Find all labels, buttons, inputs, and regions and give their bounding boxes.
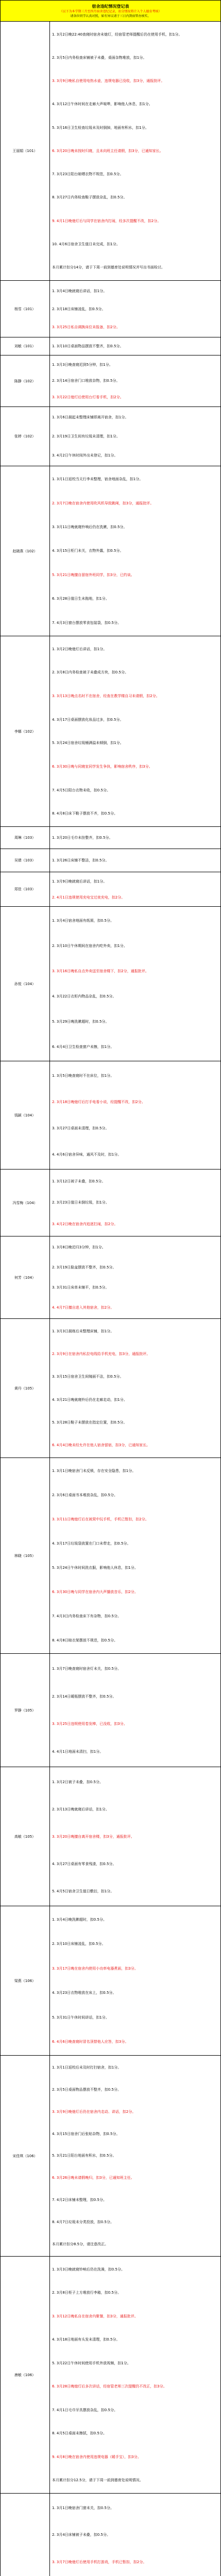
- record-details: [50, 2494, 220, 2576]
- record-item: 9. 4月1日晚熄灯后与同学在宿舍内打闹，经多次提醒不改，扣2分。: [52, 218, 161, 223]
- record-item: 7. 4月2日床铺未整理，扣0.5分。: [52, 2197, 107, 2202]
- record-item: 8. 4月8日床下鞋子摆放不齐，扣0.5分。: [52, 811, 117, 816]
- record-item: 3. 3月17日晚在宿舍内使用小功率电器煮面，扣3分。: [52, 1966, 138, 1971]
- record-item: 3. 3月31日床单未铺平，扣0.5分。: [52, 1285, 109, 1290]
- record-item: 7. 4月3日内务检查床下有杂物，扣0.5分。: [52, 1614, 121, 1618]
- student-name: 高敏（105）: [1, 1767, 50, 1906]
- record-row: [0, 2257, 221, 2494]
- record-item: 1. 3月3日晚就寝铃响后仍在洗澡，扣0.5分。: [52, 2267, 125, 2272]
- student-name: 宋佳琪（106）: [1, 2056, 50, 2256]
- record-item: 2. 3月14日宿舍门口堆放杂物，扣0.5分。: [52, 379, 120, 383]
- record-item: 6. 3月26日晚未请假晚归，扣3分，已通知班主任。: [52, 2176, 134, 2180]
- record-details: [50, 1236, 220, 1318]
- record-row: [0, 466, 221, 636]
- student-name: 何芳（104）: [1, 1236, 50, 1318]
- record-row: [0, 1319, 221, 1458]
- student-name: 郑佳（103）: [1, 872, 50, 906]
- record-item: 2. 3月5日桌面物品摆放不整齐，扣0.5分。: [52, 2088, 121, 2092]
- student-name: 梁燕（106）: [1, 1906, 50, 2055]
- student-name: 吴倩（103）: [1, 849, 50, 872]
- records-table: [0, 22, 221, 2576]
- student-name: 罗静（105）: [1, 1654, 50, 1767]
- record-row: [0, 872, 221, 907]
- record-item: 2. 3月19日卫生间有垃圾未清理，扣1分。: [52, 434, 120, 438]
- record-row: [0, 1654, 221, 1767]
- record-details: [50, 1170, 220, 1236]
- record-item: 5. 3月24日宿舍垃圾桶满溢未倾倒，扣1分。: [52, 741, 124, 745]
- student-name: 王丽娟（101）: [1, 22, 50, 280]
- record-row: [0, 355, 221, 407]
- record-details: [50, 636, 220, 826]
- record-item: 4. 3月12日午休时间在走廊大声喧哗，影响他人休息，扣1分。: [52, 102, 152, 107]
- record-item: 1. 3月20日毛巾未挂整齐，扣0.5分。: [52, 836, 113, 840]
- record-item: 4. 3月17日桌面摆放化妆品过多，扣0.5分。: [52, 717, 124, 722]
- record-details: [50, 466, 220, 636]
- record-details: [50, 355, 220, 406]
- record-item: 7. 3月23日阳台晾晒衣物不规范，扣0.5分。: [52, 172, 124, 177]
- record-row: [0, 1236, 221, 1319]
- record-row: [0, 1767, 221, 1906]
- record-item: 2. 3月23日值日未倒垃圾，扣1分。: [52, 1200, 109, 1205]
- record-item: 6. 3月28日晚熄灯后多次讲话，经宿管老师三次提醒仍不改正，扣3分。: [52, 2384, 167, 2389]
- record-details: [50, 1906, 220, 2055]
- record-item: 3. 3月27日桌面未清理，扣0.5分。: [52, 1126, 109, 1131]
- record-item: 5. 3月29日晚洗漱超时，扣0.5分。: [52, 1020, 109, 1024]
- sheet-header: [0, 0, 221, 22]
- record-row: [0, 907, 221, 1061]
- record-item: 2. 3月19日脸盆摆放不整齐，扣0.5分。: [52, 1265, 116, 1270]
- record-row: [0, 1061, 221, 1170]
- student-name: 赵晓燕（102）: [1, 466, 50, 636]
- record-item: 9. 4月8日晚在宿舍内使用违规电器（暖手宝），扣3分。: [52, 2454, 141, 2459]
- record-details: [50, 281, 220, 337]
- record-item: 3. 3月25日违规使用卷发棒，已没收，扣3分。: [52, 1722, 127, 1726]
- record-item: 1. 3月1日晚宿舍门窗未关，扣0.5分。: [52, 2506, 114, 2511]
- header-note: 请各位同学认真对照，如有异议请于三日内到宿管办核实。: [70, 14, 151, 18]
- record-row: [0, 2056, 221, 2257]
- record-details: [50, 2257, 220, 2493]
- record-item: 5. 3月24日午休时间洗衣服，影响他人休息，扣1分。: [52, 1565, 138, 1570]
- record-item: 6. 3月20日晚未按时归寝，且未向班主任请假，扣3分，已通知家长。: [52, 148, 163, 153]
- record-item: 3. 4月2日晚在宿舍内追逐打闹，扣2分。: [52, 1222, 118, 1227]
- record-item: 6. 3月30日晚与同学在宿舍内大声播放音乐，扣2分。: [52, 1589, 138, 1594]
- record-item: 6. 4月4日晚未经允许在他人宿舍留宿，扣3分，已通知家长。: [52, 1443, 150, 1447]
- record-item: 3. 3月16日晚私自点外卖送至宿舍楼下，扣2分，通报批评。: [52, 969, 149, 973]
- student-name: 张婷（102）: [1, 407, 50, 466]
- header-title: 宿舍违纪情况登记表: [92, 4, 129, 9]
- record-item: 2. 3月8日柜子上方堆放行李箱，扣0.5分。: [52, 2291, 121, 2295]
- record-item: 1. 3月4日晚洗漱超时，扣0.5分。: [52, 1917, 107, 1922]
- record-item: 5. 3月21日阳台地面有积水，扣0.5分。: [52, 2154, 116, 2158]
- record-details: [50, 1061, 220, 1169]
- record-item: 1. 3月9日晚就寝后讲话，扣1分。: [52, 879, 107, 884]
- record-details: [50, 872, 220, 906]
- record-details: [50, 337, 220, 355]
- record-item: 8. 4月5日桌面未擦拭，扣0.5分。: [52, 2431, 107, 2436]
- record-item: 7. 4月5日阳台衣物未收，扣0.5分。: [52, 788, 110, 792]
- record-item: 2. 3月4日床铺被子未叠，扣0.5分。: [52, 2533, 110, 2537]
- record-details: [50, 849, 220, 872]
- student-name: 林晓（105）: [1, 1458, 50, 1653]
- record-item: 6. 3月30日晚与同寝室同学发生争执，影响宿舍秩序，扣3分。: [52, 764, 152, 769]
- record-item: 3. 3月11日晚熄灯后在被窝中玩手机，手机已暂扣，扣2分。: [52, 1517, 149, 1522]
- record-item: 4. 4月6日宿舍异味，通风不及时，扣1分。: [52, 1153, 122, 1157]
- record-item: 2. 3月18日床铺凌乱，扣0.5分。: [52, 307, 106, 311]
- record-item: 1. 3月4日晚就寝后讲话，扣1分。: [52, 289, 107, 293]
- record-item: 4. 3月15日宿舍门后张贴杂物，扣0.5分。: [52, 2131, 120, 2136]
- record-item: 2. 3月8日内务检查被子未叠成方块，扣0.5分。: [52, 670, 128, 675]
- record-details: [50, 1654, 220, 1767]
- record-item: 1. 3月1日返校后未及时打扫宿舍，扣1分。: [52, 2065, 122, 2070]
- record-details: [50, 1767, 220, 1906]
- record-item: 3. 3月15日宿舍卫生间镜面不洁，扣0.5分。: [52, 1375, 124, 1379]
- record-item: 7. 4月3日窗台摆放零食包装袋，扣0.5分。: [52, 620, 121, 625]
- record-row: [0, 2494, 221, 2576]
- student-name: 冯雪梅（104）: [1, 1170, 50, 1236]
- record-item: 本月累计扣分14分，请于下周一前到德育处说明情况并写出书面检讨。: [52, 265, 165, 270]
- record-item: 1. 3月4日宿舍地面有纸屑，扣0.5分。: [52, 918, 114, 923]
- record-row: [0, 407, 221, 466]
- record-item: 4. 3月21日晚就寝铃后仍在走廊走动，扣1分。: [52, 1397, 127, 1402]
- student-name: 陈静（102）: [1, 355, 50, 406]
- record-item: 10. 4月6日宿舍卫生值日未完成，扣1分。: [52, 242, 120, 247]
- record-details: [50, 2056, 220, 2256]
- record-item: 3. 3月7日晚熄灯后使用手机打游戏，手机已暂扣，扣2分。: [52, 2560, 147, 2564]
- record-item: 1. 3月2日晚22:40查寝时宿舍未熄灯，经宿管老师提醒后仍在使用手机，扣1分。: [52, 32, 182, 37]
- record-item: 4. 3月18日地面有头发未清理，扣0.5分。: [52, 2337, 120, 2342]
- record-item: 5. 3月21日晚擅自留宿外班同学，扣3分，已约谈。: [52, 572, 134, 577]
- record-item: 2. 3月6日桌面书本堆放杂乱，扣0.5分。: [52, 1493, 117, 1498]
- record-details: [50, 22, 220, 280]
- record-item: 1. 3月7日晚查寝时宿舍灯未关，扣0.5分。: [52, 1666, 121, 1671]
- student-name: 李娜（102）: [1, 636, 50, 826]
- record-item: 6. 4月6日晚查寝时冒名顶替他人应答，扣3分。: [52, 2040, 129, 2044]
- record-item: 2. 3月10日床铺凌乱，扣0.5分。: [52, 1942, 106, 1946]
- record-item: 1. 3月2日晚熄灯后讲话，扣1分。: [52, 647, 107, 651]
- student-name: 黄丹（105）: [1, 1319, 50, 1458]
- student-name: 孙悦（104）: [1, 907, 50, 1061]
- record-item: 6. 3月28日值日生未拖地，扣1分。: [52, 597, 109, 601]
- record-item: 5. 3月31日午休时间讲话，扣1分。: [52, 2015, 109, 2020]
- record-item: 4. 4月1日地面未清扫，扣1分。: [52, 1750, 104, 1754]
- record-item: 4. 3月27日桌面有零食残渣，扣0.5分。: [52, 1861, 116, 1866]
- record-item: 2. 3月7日晚在宿舍内使用吹风机导致跳闸，扣3分，通报批评。: [52, 501, 154, 505]
- record-item: 2. 3月13日晚就寝后讲话，扣1分。: [52, 1807, 109, 1811]
- record-item: 3. 3月13日晚点名时不在宿舍，经查在教学楼自习未请假，扣2分。: [52, 694, 160, 699]
- student-name: [1, 2494, 50, 2576]
- record-row: [0, 849, 221, 872]
- header-subtitle: （以下为本学期三月至四月宿舍违纪记录，扣分情况将计入个人德育考核）: [59, 9, 162, 13]
- record-item: 2. 3月9日在宿舍内私拉电线给手机充电，扣3分，通报批评。: [52, 1352, 150, 1357]
- record-item: 1. 3月3日晚查寝迟到5分钟，扣1分。: [52, 362, 113, 367]
- record-item: 3. 3月20日晚擅自离开宿舍楼，扣3分，通报批评。: [52, 1834, 134, 1839]
- record-details: [50, 407, 220, 466]
- student-name: 唐敏（106）: [1, 2257, 50, 2493]
- record-item: 1. 3月1日晚宿舍门未反锁，存在安全隐患，扣1分。: [52, 1469, 136, 1473]
- record-row: [0, 636, 221, 827]
- record-item: 3. 3月9日晚私自使用电热水壶，违规电器已没收，扣3分，通报批评。: [52, 79, 165, 83]
- record-item: 本月累计扣分8.5分，请注意改正。: [52, 2242, 109, 2246]
- record-item: 1. 3月2日被子未叠，扣0.5分。: [52, 1780, 103, 1784]
- record-item: 2. 4月1日违规使用充电宝过夜充电，扣2分。: [52, 895, 125, 900]
- record-details: [50, 1458, 220, 1653]
- record-item: 6. 4月4日卫生检查窗户未擦，扣1分。: [52, 1045, 114, 1049]
- student-name: 钱颖（104）: [1, 1061, 50, 1169]
- record-item: 3. 3月11日晚就寝铃响后仍在洗漱，扣0.5分。: [52, 525, 127, 530]
- record-item: 2. 3月14日暖瓶摆放不整齐，扣0.5分。: [52, 1694, 116, 1699]
- record-row: [0, 1906, 221, 2056]
- record-item: 8. 3月27日内务检查鞋子摆放杂乱，扣0.5分。: [52, 195, 127, 200]
- student-name: 周琳（103）: [1, 827, 50, 849]
- record-item: 3. 4月2日午休时间外出未登记，扣1分。: [52, 453, 118, 457]
- record-item: 4. 3月22日衣柜内物品杂乱，扣0.5分。: [52, 994, 116, 999]
- record-item: 本月累计扣分12.5分，请于下周一前到德育处说明情况。: [52, 2478, 143, 2483]
- record-row: [0, 1170, 221, 1236]
- record-row: [0, 281, 221, 337]
- record-row: [0, 22, 221, 281]
- record-item: 5. 3月22日午休时间使用手机外放视频，扣1分。: [52, 2361, 131, 2365]
- record-item: 8. 4月8日晾衣架摆放不规范，扣0.5分。: [52, 1638, 117, 1642]
- record-item: 2. 3月10日午休期间在宿舍内吃外卖，扣1分。: [52, 943, 127, 948]
- record-item: 1. 3月6日晨起未整理床铺即离开宿舍，扣1分。: [52, 415, 129, 420]
- record-item: 3. 3月12日晚私自在宿舍内聚餐，扣3分，通报批评。: [52, 2314, 138, 2318]
- record-details: [50, 907, 220, 1061]
- student-name: 刘敏（101）: [1, 337, 50, 355]
- record-details: [50, 1319, 220, 1458]
- record-item: 3. 3月9日晚熄灯后仍在宿舍内走动、讲话，扣2分。: [52, 2109, 136, 2114]
- record-row: [0, 827, 221, 849]
- record-item: 1. 3月3日晨练后未整理床铺，扣1分。: [52, 1329, 114, 1334]
- record-item: 5. 3月16日卫生检查垃圾未及时倒掉，地面有积水，扣1分。: [52, 125, 149, 130]
- record-item: 1. 3月5日晚查寝时不在床位，扣1分。: [52, 1073, 114, 1078]
- record-item: 7. 4月1日毛巾牙具摆放杂乱，扣0.5分。: [52, 2408, 117, 2412]
- record-item: 4. 3月17日垃圾袋放置在门口未带走，扣0.5分。: [52, 1541, 131, 1546]
- record-item: 2. 3月18日晚熄灯后打手电看小说，经提醒不改，扣2分。: [52, 1099, 145, 1104]
- record-item: 1. 3月26日床铺不整洁，扣0.5分。: [52, 858, 109, 862]
- record-item: 1. 3月8日晚迟归3分钟，扣1分。: [52, 1245, 106, 1250]
- record-item: 1. 3月12日被子未叠，扣0.5分。: [52, 1179, 106, 1183]
- student-name: 杨雪（101）: [1, 281, 50, 337]
- record-item: 4. 4月7日擅自进入其他宿舍，扣2分。: [52, 1305, 114, 1310]
- record-item: 1. 3月10日桌面物品摆放不整齐，扣0.5分。: [52, 344, 124, 348]
- record-item: 8. 4月7日垃圾未分类投放，扣0.5分。: [52, 2219, 114, 2224]
- record-item: 3. 3月25日私自调换床位未报备，扣2分。: [52, 325, 120, 329]
- record-details: [50, 827, 220, 849]
- record-row: [0, 337, 221, 355]
- record-row: [0, 1458, 221, 1654]
- record-item: 1. 3月1日返校当天行李未整理，宿舍地面杂乱，扣1分。: [52, 477, 143, 482]
- record-item: 4. 3月23日衣物堆放在床上，扣0.5分。: [52, 1991, 116, 1995]
- record-item: 3. 3月22日熄灯后使用台灯看手机，扣2分。: [52, 395, 124, 400]
- record-item: 4. 3月15日柜门未关，衣物外露，扣0.5分。: [52, 549, 124, 553]
- record-item: 5. 3月28日鞋子未摆放在指定位置，扣0.5分。: [52, 1420, 127, 1425]
- record-item: 5. 4月5日宿舍卫生值日敷衍，扣1分。: [52, 1889, 114, 1893]
- record-item: 2. 3月5日内务检查床铺被子未叠，桌面杂物堆放，扣1分。: [52, 55, 147, 60]
